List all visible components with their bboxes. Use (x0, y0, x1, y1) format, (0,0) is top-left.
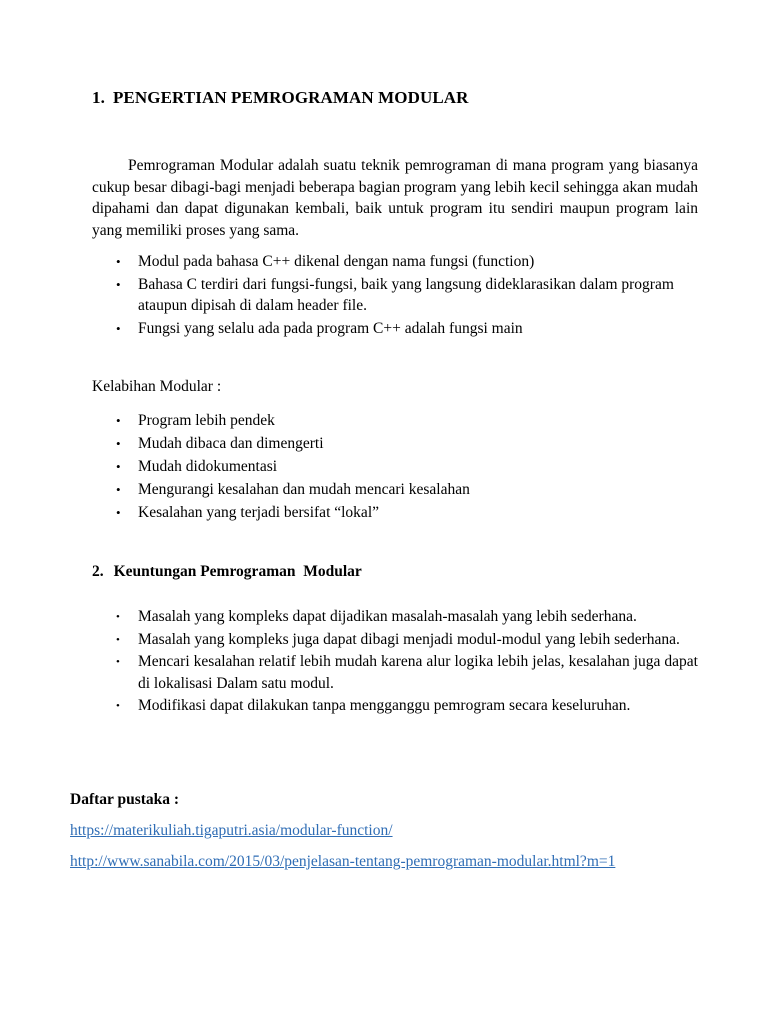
bullet-icon: • (116, 254, 121, 269)
bullet-icon: • (116, 656, 120, 668)
list-item-text: Modifikasi dapat dilakukan tanpa mengganggu pemrogram secara keseluruhan. (138, 697, 631, 714)
bullet-icon: • (116, 413, 121, 428)
list-item-text: Mudah dibaca dan dimengerti (138, 435, 324, 452)
references-title: Daftar pustaka : (70, 791, 180, 808)
list-item (92, 606, 698, 628)
reference-link-2[interactable]: http://www.sanabila.com/2015/03/penjelasan-tentang-pemrograman-modular.html?m=1 (70, 853, 616, 870)
list-item (92, 274, 698, 317)
bullet-icon: • (116, 482, 121, 497)
list-item-text: Kesalahan yang terjadi bersifat “lokal” (138, 504, 379, 521)
bullet-icon: • (116, 700, 120, 712)
section-1-title: PENGERTIAN PEMROGRAMAN MODULAR (112, 88, 469, 107)
section-2-heading (92, 563, 362, 581)
section-2-number: 2. (92, 563, 104, 580)
list-item-text: Bahasa C terdiri dari fungsi-fungsi, baik yang langsung dideklarasikan dalam program ataupun dipisah di dalam header file. (138, 275, 674, 314)
list-item (92, 695, 698, 717)
list-item-text: Mengurangi kesalahan dan mudah mencari kesalahan (138, 481, 470, 498)
bullet-icon: • (116, 276, 121, 292)
list-item-text: Fungsi yang selalu ada pada program C++ adalah fungsi main (138, 319, 523, 337)
list-item (92, 433, 698, 455)
intro-paragraph: Pemrograman Modular adalah suatu teknik pemrograman di mana program yang biasanya cukup besar dibagi-bagi menjadi beberapa bagian program yang lebih kecil sehingga akan mudah dipahami dan dapat digunakan kembali, baik untuk program itu sendiri maupun program lain yang memiliki proses yang sama. (92, 157, 698, 239)
section-1-number: 1. (92, 88, 105, 107)
list-item-text: Modul pada bahasa C++ dikenal dengan nama fungsi (function) (138, 253, 535, 270)
bullet-icon: • (116, 505, 121, 520)
reference-link-1[interactable]: https://materikuliah.tigaputri.asia/modular-function/ (70, 822, 393, 839)
section-2-title: Keuntungan Pemrograman Modular (113, 563, 362, 580)
bullet-icon: • (116, 611, 120, 623)
list-item (92, 318, 698, 340)
list-item (92, 502, 698, 524)
advantages-label: Kelabihan Modular : (92, 378, 222, 395)
bullet-icon: • (116, 633, 120, 646)
list-item (92, 410, 698, 432)
list-item-text: Masalah yang kompleks juga dapat dibagi menjadi modul-modul yang lebih sederhana. (138, 630, 680, 648)
list-item (92, 251, 698, 273)
list-item-text: Mudah didokumentasi (138, 458, 278, 475)
bullet-icon: • (116, 436, 121, 451)
list-item-text: Masalah yang kompleks dapat dijadikan masalah-masalah yang lebih sederhana. (138, 608, 637, 625)
list-item-text: Mencari kesalahan relatif lebih mudah karena alur logika lebih jelas, kesalahan juga dapat di lokalisasi Dalam satu modul. (138, 653, 698, 692)
list-item (92, 629, 698, 651)
list-item-text: Program lebih pendek (138, 412, 275, 429)
list-item (92, 479, 698, 501)
definition-bullet-list (92, 251, 698, 340)
bullet-icon: • (116, 459, 121, 474)
bullet-icon: • (116, 320, 121, 336)
advantages-bullet-list (92, 410, 698, 525)
list-item (92, 456, 698, 478)
benefits-bullet-list (92, 606, 698, 718)
list-item (92, 651, 698, 694)
section-1-heading (92, 88, 469, 108)
